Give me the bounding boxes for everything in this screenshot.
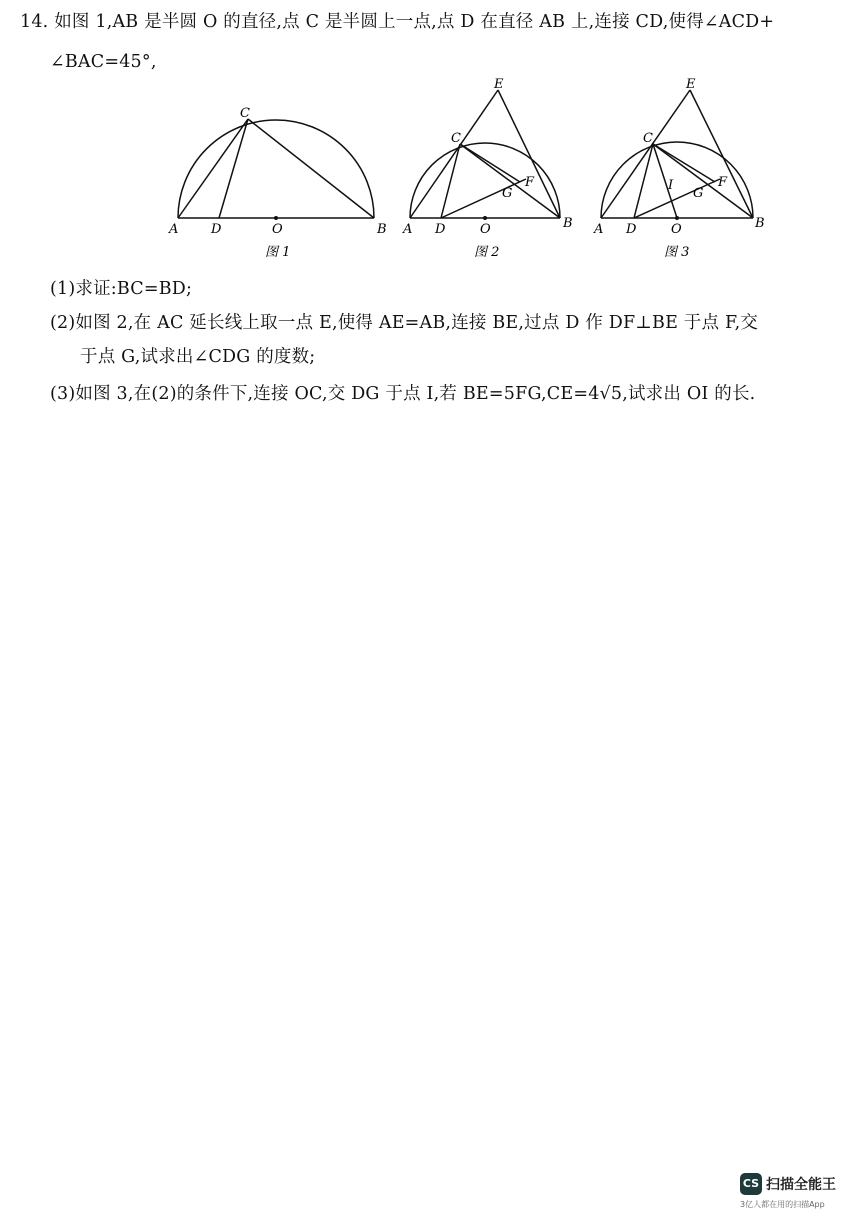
fig3-caption: 图 3 xyxy=(664,245,690,260)
fig3-semicircle xyxy=(601,142,753,218)
problem-statement-line2: ∠BAC=45°, xyxy=(50,52,157,72)
fig2-label-e: E xyxy=(494,77,504,92)
problem-statement-line1: 14. 如图 1,AB 是半圆 O 的直径,点 C 是半圆上一点,点 D 在直径 AB 上,连接 CD,使得∠ACD+ xyxy=(20,12,775,32)
fig2-label-d: D xyxy=(435,222,446,237)
fig3-label-d: D xyxy=(626,222,637,237)
fig1-label-a: A xyxy=(169,222,179,237)
fig3-label-o: O xyxy=(671,222,682,237)
fig3-label-i: I xyxy=(668,178,674,193)
fig2-label-f: F xyxy=(525,175,535,190)
fig2-label-g: G xyxy=(502,186,513,201)
watermark-slogan: 3亿人都在用的扫描App xyxy=(740,1200,825,1209)
fig3-label-c: C xyxy=(643,131,653,146)
figures-svg xyxy=(165,75,785,265)
fig2-caption: 图 2 xyxy=(474,245,500,260)
question-part-1: (1)求证:BC=BD; xyxy=(50,279,193,299)
watermark-app-name: 扫描全能王 xyxy=(766,1177,836,1193)
fig3-center-dot xyxy=(675,216,679,220)
figure-3-diagram xyxy=(601,90,753,218)
fig3-label-e: E xyxy=(686,77,696,92)
camscanner-logo-icon: CS xyxy=(740,1173,762,1195)
fig3-label-a: A xyxy=(594,222,604,237)
question-part-3: (3)如图 3,在(2)的条件下,连接 OC,交 DG 于点 I,若 BE=5FG,CE=4√5,试求出 OI 的长. xyxy=(50,384,756,404)
fig1-center-dot xyxy=(274,216,278,220)
camscanner-watermark xyxy=(740,1171,850,1219)
fig2-segment-df xyxy=(441,179,526,218)
fig3-segment-cd xyxy=(634,144,653,218)
fig1-semicircle xyxy=(178,120,374,218)
fig2-label-a: A xyxy=(403,222,413,237)
fig2-label-b: B xyxy=(563,216,573,231)
fig2-segment-bc xyxy=(460,144,560,218)
fig1-segment-ac xyxy=(178,119,248,218)
fig2-label-o: O xyxy=(480,222,491,237)
fig2-segment-ae xyxy=(410,90,498,218)
fig2-label-c: C xyxy=(451,131,461,146)
fig1-label-d: D xyxy=(211,222,222,237)
fig2-center-dot xyxy=(483,216,487,220)
fig3-label-f: F xyxy=(718,175,728,190)
fig3-segment-df xyxy=(634,179,720,218)
fig1-label-b: B xyxy=(377,222,387,237)
question-part-2-line1: (2)如图 2,在 AC 延长线上取一点 E,使得 AE=AB,连接 BE,过点 D 作 DF⊥BE 于点 F,交 xyxy=(50,313,759,333)
fig2-segment-cg xyxy=(460,144,520,182)
fig3-segment-cg xyxy=(653,144,715,182)
fig1-label-o: O xyxy=(272,222,283,237)
fig3-label-b: B xyxy=(755,216,765,231)
geometry-figures xyxy=(165,75,785,265)
fig1-segment-cd xyxy=(219,119,248,218)
fig1-segment-bc xyxy=(248,119,374,218)
fig2-semicircle xyxy=(410,143,560,218)
fig3-segment-oc xyxy=(653,144,677,218)
fig1-label-c: C xyxy=(240,106,250,121)
question-part-2-line2: 于点 G,试求出∠CDG 的度数; xyxy=(80,347,316,367)
figure-2-diagram xyxy=(410,90,560,218)
fig1-caption: 图 1 xyxy=(265,245,291,260)
figure-1-diagram xyxy=(178,119,374,218)
fig3-label-g: G xyxy=(693,186,704,201)
